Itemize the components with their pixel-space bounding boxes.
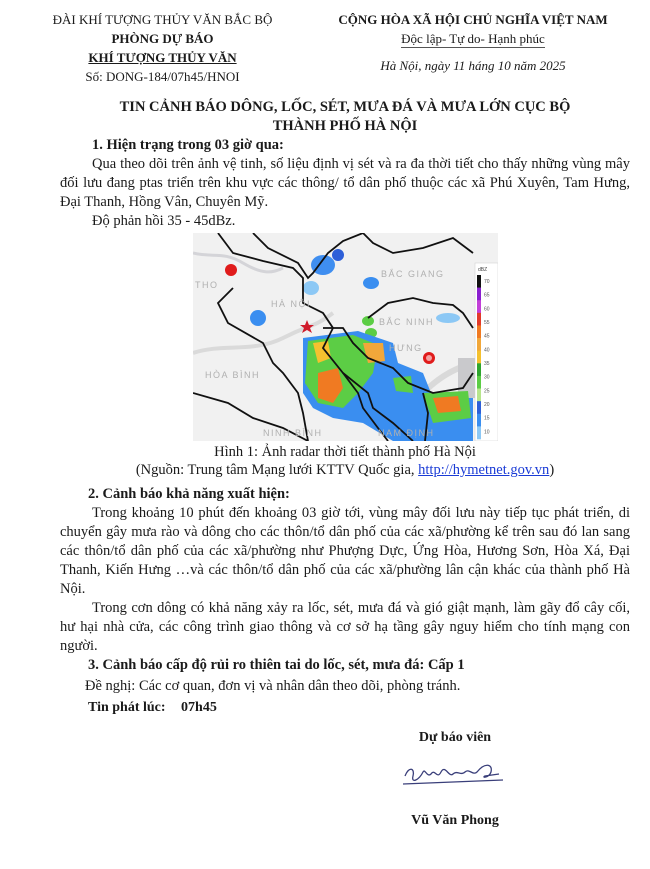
issue-time-block [60,700,630,716]
map-label-nam-dinh: NAM ĐỊNH [377,428,434,438]
handwritten-signature [395,754,515,794]
map-label-ha-noi: HÀ NỘI [270,299,311,309]
legend-color-segment [477,313,481,326]
map-label-hoa-binh: HÒA BÌNH [204,370,260,380]
radar-image [193,233,498,441]
legend-tick-label: 70 [483,279,490,285]
legend-color-segment [477,426,481,439]
section2-paragraph2: Trong cơn dông có khả năng xảy ra lốc, sét, mưa đá và gió giật mạnh, làm gãy đổ cây cối, hư hại nhà cửa, các công trình giao thông và cơ sở hạ tầng gây nguy hiểm cho tính mạng con người. [60,600,630,654]
department-line1: PHÒNG DỰ BÁO [111,31,214,46]
place-date: Hà Nội, ngày 11 háng 10 năm 2025 [380,58,566,73]
national-header-block [318,10,628,86]
legend-color-segment [477,401,481,414]
legend-tick-label: 30 [483,374,490,381]
legend-color-segment [477,389,481,402]
legend-tick-label: 40 [483,347,490,354]
figure-caption-block [60,443,630,479]
legend-tick-label: 60 [483,306,490,313]
signer-role: Dự báo viên [418,730,492,745]
country-name: CỘNG HÒA XÃ HỘI CHỦ NGHĨA VIỆT NAM [338,12,608,27]
radar-figure [60,233,630,441]
signature-row [60,730,630,829]
legend-color-segment [477,288,481,301]
title-line2: THÀNH PHỐ HÀ NỘI [272,118,418,134]
legend-color-segment [477,275,481,288]
legend-tick-label: 55 [483,320,490,326]
section1-heading: 1. Hiện trạng trong 03 giờ qua: [92,137,284,153]
legend-tick-label: 35 [483,361,490,367]
title-line1: TIN CẢNH BÁO DÔNG, LỐC, SÉT, MƯA ĐÁ VÀ MƯA LỚN CỤC BỘ [119,99,571,115]
radar-legend [475,263,498,441]
section3-heading: 3. Cảnh báo cấp độ rủi ro thiên tai do lốc, sét, mưa đá: Cấp 1 [88,657,465,673]
section2-paragraph1: Trong khoảng 10 phút đến khoảng 03 giờ tới, vùng mây đối lưu này tiếp tục phát triển, di chuyển gây mưa rào và dông cho các thôn/tổ dân phố của các xã/phường kể trên sau đó lan sang các thôn/tổ dân phố của các xã/phường như Phượng Dực, Ứng Hòa, Hương Sơn, Hòa Xá, Đại Thanh, Kiến Hưng …và các thôn/tổ dân phố của các xã/phường lân cận khác của thành phố Hà Nội. [60,505,630,597]
issue-time-value: 07h45 [181,700,217,715]
figure-source [60,461,630,479]
legend-tick-label: 20 [483,402,490,408]
signature-block [375,730,535,829]
map-label-bac-ninh: BẮC NINH [378,317,434,327]
national-motto: Độc lập- Tự do- Hạnh phúc [401,31,545,46]
legend-color-segment [477,325,481,338]
legend-color-segment [477,376,481,389]
legend-tick-label: 25 [483,388,490,395]
document-header [0,0,650,86]
section1-paragraph: Qua theo dõi trên ảnh vệ tinh, số liệu định vị sét và ra đa thời tiết cho thấy những vùng mây đối lưu đang ptas triển trên khu vực các thông/ tổ dân phố thuộc các xã Phú Xuyên, Tam Hưng, Đại Thanh, Hồng Vân, Chuyên Mỹ. [60,156,630,210]
legend-color-segment [477,338,481,351]
legend-tick-label: 45 [483,333,490,340]
figure-caption: Hình 1: Ảnh radar thời tiết thành phố Hà Nội [214,444,476,460]
legend-unit: dBZ [477,267,487,273]
legend-color-segment [477,351,481,364]
section1-reflectivity: Độ phản hồi 35 - 45dBz. [92,213,236,229]
legend-color-segment [477,414,481,427]
department-line2: KHÍ TƯỢNG THỦY VĂN [88,50,237,65]
document-body [0,86,650,829]
map-label-ninh-binh: NINH BÌNH [262,428,323,438]
source-link[interactable]: http://hymetnet.gov.vn [418,462,550,478]
radar-map [193,233,498,441]
section2-heading: 2. Cảnh báo khả năng xuất hiện: [88,486,290,502]
document-number: Số: DONG-184/07h45/HNOI [85,69,240,84]
issuing-agency-block [40,10,285,86]
document-title [60,98,630,136]
map-label-bac-giang: BẮC GIANG [380,269,445,279]
legend-tick-label: 15 [483,415,490,422]
map-label-hung: HƯNG [388,343,423,353]
legend-color-segment [477,300,481,313]
signer-name: Vũ Văn Phong [411,813,499,828]
source-prefix: (Nguồn: Trung tâm Mạng lưới KTTV Quốc gia, [135,462,419,478]
source-suffix: ) [549,462,555,478]
map-label-tho: THO [194,280,218,290]
agency-name: ĐÀI KHÍ TƯỢNG THỦY VĂN BẮC BỘ [52,12,273,27]
section3-recommendation: Đề nghị: Các cơ quan, đơn vị và nhân dân theo dõi, phòng tránh. [85,678,461,694]
radar-station-marker [225,264,237,276]
legend-tick-label: 10 [483,429,490,436]
legend-tick-label: 65 [483,292,490,299]
legend-color-segment [477,363,481,376]
issue-time-label: Tin phát lúc: [88,700,166,715]
